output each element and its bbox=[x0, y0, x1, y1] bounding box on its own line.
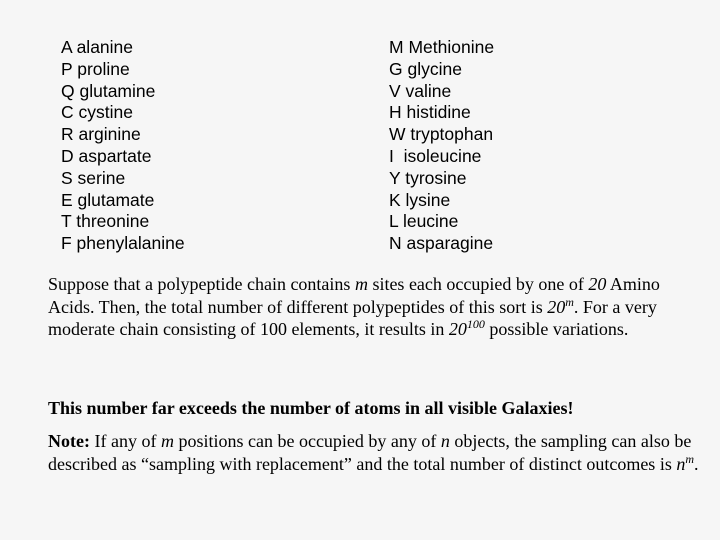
amino-acid-list-left bbox=[61, 37, 185, 255]
amino-acid-item: C cystine bbox=[61, 102, 133, 123]
amino-acid-item: T threonine bbox=[61, 211, 150, 232]
polypeptide-paragraph: Suppose that a polypeptide chain contains m sites each occupied by one of 20 Amino Acids. Then, the total number of different polypeptides of this sort is 20$^m$. For a very moderate chain consisting of 100 elements, it results in $20^{100}$ possible variations. bbox=[48, 274, 660, 339]
note-paragraph: Note: If any of m positions can be occupied by any of n objects, the sampling can also be described as “sampling with replacement” and the total number of distinct outcomes is $n^m$. bbox=[48, 431, 699, 474]
amino-acid-item: V valine bbox=[389, 80, 452, 101]
amino-acid-item: D aspartate bbox=[61, 145, 152, 166]
amino-acid-item: E glutamate bbox=[61, 189, 155, 210]
amino-acid-list-right bbox=[389, 37, 494, 255]
amino-acid-item: H histidine bbox=[389, 102, 471, 123]
amino-acid-item: L leucine bbox=[389, 211, 459, 232]
amino-acid-item: M Methionine bbox=[389, 37, 495, 57]
amino-acid-item: A alanine bbox=[61, 37, 134, 57]
amino-acid-item: Y tyrosine bbox=[389, 167, 467, 188]
amino-acid-item: P proline bbox=[61, 58, 130, 79]
amino-acid-item: N asparagine bbox=[389, 233, 494, 254]
amino-acid-item: G glycine bbox=[389, 58, 462, 79]
amino-acid-item: S serine bbox=[61, 167, 126, 188]
amino-acid-item: W tryptophan bbox=[389, 124, 494, 145]
amino-acid-item: K lysine bbox=[389, 189, 451, 210]
amino-acid-item: Q glutamine bbox=[61, 80, 156, 101]
amino-acid-item: F phenylalanine bbox=[61, 233, 185, 254]
amino-acid-item: R arginine bbox=[61, 124, 141, 145]
amino-acid-item: I isoleucine bbox=[389, 145, 482, 166]
galaxies-statement: This number far exceeds the number of atoms in all visible Galaxies! bbox=[48, 398, 574, 418]
